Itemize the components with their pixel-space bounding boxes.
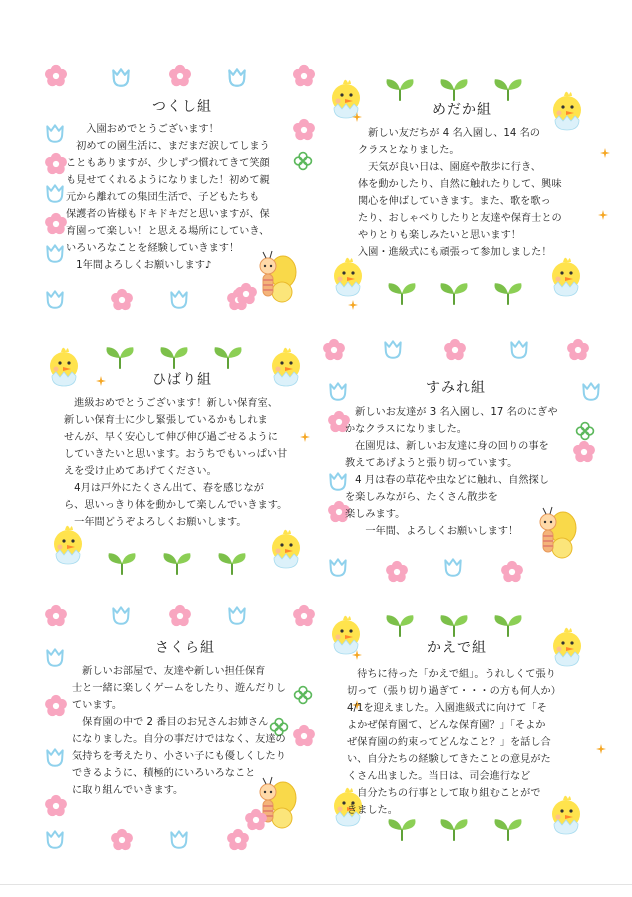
blue-tulip-icon (327, 380, 349, 402)
green-sprout-icon (437, 282, 471, 306)
body-line: に取り組んでいきます。 (72, 785, 184, 796)
panel-title: かえで組 (427, 640, 487, 656)
body-line: 4 月は春の草花や虫などに触れ、自然探し (345, 475, 549, 486)
body-line: 新しい友だちが 4 名入園し、14 名の (358, 128, 540, 139)
yellow-chick-icon (266, 340, 306, 388)
green-sprout-icon (437, 818, 471, 842)
green-sprout-icon (491, 818, 525, 842)
blue-tulip-icon (580, 380, 602, 402)
body-line: 切って（張り切り過ぎて・・・の方も何人か） (347, 686, 561, 697)
body-line: も見せてくれるようになりました！初めて親 (66, 175, 270, 186)
green-sprout-icon (215, 552, 249, 576)
body-line: 進級おめでとうございます！新しい保育室、 (64, 398, 278, 409)
body-line: いろいろなことを経験していきます！ (66, 243, 240, 254)
blue-tulip-icon (168, 288, 190, 310)
blue-tulip-icon (382, 338, 404, 360)
body-line: になりました。自分の事だけではなく、友達の (72, 734, 286, 745)
panel-body (72, 663, 322, 799)
body-line: 新しいお友達が 3 名入園し、17 名のにぎや (345, 407, 558, 418)
green-sprout-icon (211, 346, 245, 370)
panel-title: さくら組 (155, 640, 215, 656)
pink-flower-icon (500, 560, 524, 584)
pink-flower-icon (322, 338, 346, 362)
pink-flower-icon (168, 604, 192, 628)
yellow-chick-icon (326, 608, 366, 656)
blue-tulip-icon (44, 746, 66, 768)
pink-flower-icon (44, 212, 68, 236)
green-sprout-icon (383, 78, 417, 102)
body-line: せんが、早く安心して伸び伸び過ごせるように (64, 432, 278, 443)
green-sprout-icon (383, 614, 417, 638)
body-line: を楽しみながら、たくさん散歩を (345, 492, 498, 503)
pink-flower-icon (44, 694, 68, 718)
green-sprout-icon (160, 552, 194, 576)
body-line: きました。 (347, 805, 398, 816)
pink-flower-icon (44, 604, 68, 628)
panel-title: すみれ組 (426, 380, 486, 396)
body-line: ています。 (72, 700, 123, 711)
body-line: やりとりも楽しみたいと思います！ (358, 230, 521, 241)
green-sprout-icon (157, 346, 191, 370)
body-line: 待ちに待った「かえで組」。うれしくて張り (347, 669, 556, 680)
body-line: 一年間どうぞよろしくお願いします。 (64, 517, 247, 528)
panel-body (66, 121, 316, 274)
pink-flower-icon (44, 794, 68, 818)
body-line: たり、おしゃべりしたりと友達や保育士との (358, 213, 562, 224)
body-line: 4/1を迎えました。入園進級式に向けて「そ (347, 703, 547, 714)
blue-tulip-icon (44, 828, 66, 850)
green-sprout-icon (491, 282, 525, 306)
blue-tulip-icon (168, 828, 190, 850)
pink-flower-icon (234, 282, 258, 306)
green-sprout-icon (491, 614, 525, 638)
pink-flower-icon (443, 338, 467, 362)
body-line: こともありますが、少しずつ慣れてきて笑顔 (66, 158, 270, 169)
yellow-chick-icon (44, 340, 84, 388)
body-line: 楽しみます。 (345, 509, 406, 520)
body-line: 教えてあげようと張り切っています。 (345, 458, 518, 469)
blue-tulip-icon (508, 338, 530, 360)
pink-flower-icon (44, 64, 68, 88)
body-line: くさん出ました。当日は、司会進行など (347, 771, 531, 782)
page-bottom-rule (0, 884, 632, 885)
pink-flower-icon (244, 808, 268, 832)
body-line: 関心を伸ばしていきます。また、歌を歌っ (358, 196, 551, 207)
body-line: 在園児は、新しいお友達に身の回りの事を (345, 441, 549, 452)
blue-tulip-icon (110, 604, 132, 626)
panel-body (345, 404, 607, 540)
body-line: 新しいお部屋で、友達や新しい担任保育 (72, 666, 266, 677)
body-line: 入園おめでとうございます！ (66, 124, 219, 135)
panel-body (64, 395, 320, 531)
blue-tulip-icon (44, 646, 66, 668)
body-line: 体を動かしたり、自然に触れたりして、興味 (358, 179, 562, 190)
blue-tulip-icon (442, 556, 464, 578)
orange-sparkle-icon (352, 650, 362, 660)
body-line: できるように、積極的にいろいろなこと (72, 768, 256, 779)
body-line: ら、思いっきり体を動かして楽しんでいきます。 (64, 500, 288, 511)
panel-body (358, 125, 620, 261)
panel-body (347, 666, 609, 819)
body-line: クラスとなりました。 (358, 145, 460, 156)
body-line: 天気が良い日は、園庭や散歩に行き、 (358, 162, 541, 173)
blue-tulip-icon (44, 122, 66, 144)
green-sprout-icon (437, 614, 471, 638)
green-sprout-icon (103, 346, 137, 370)
blue-tulip-icon (226, 66, 248, 88)
body-line: 自分たちの行事として取り組むことがで (347, 788, 541, 799)
green-sprout-icon (385, 818, 419, 842)
pink-flower-icon (292, 64, 316, 88)
green-sprout-icon (105, 552, 139, 576)
body-line: えを受け止めてあげてください。 (64, 466, 217, 477)
pink-flower-icon (110, 828, 134, 852)
blue-tulip-icon (44, 182, 66, 204)
body-line: 入園・進級式にも頑張って参加しました！ (358, 247, 552, 258)
pink-flower-icon (168, 64, 192, 88)
blue-tulip-icon (327, 556, 349, 578)
green-sprout-icon (385, 282, 419, 306)
pink-flower-icon (292, 604, 316, 628)
pink-flower-icon (566, 338, 590, 362)
orange-sparkle-icon (352, 112, 362, 122)
blue-tulip-icon (226, 604, 248, 626)
pink-flower-icon (44, 152, 68, 176)
body-line: 保育園の中で 2 番目のお兄さんお姉さん (72, 717, 269, 728)
body-line: かなクラスになりました。 (345, 424, 467, 435)
body-line: 士と一緒に楽しくゲームをしたり、遊んだりし (72, 683, 286, 694)
green-sprout-icon (491, 78, 525, 102)
body-line: していきたいと思います。おうちでもいっぱい甘 (64, 449, 288, 460)
body-line: 1年間よろしくお願いします♪ (66, 260, 212, 271)
panel-title: めだか組 (432, 102, 492, 118)
body-line: 育園って楽しい！と思える場所にしていき、 (66, 226, 270, 237)
orange-sparkle-icon (96, 376, 106, 386)
panel-title: つくし組 (152, 99, 212, 115)
pink-flower-icon (385, 560, 409, 584)
yellow-chick-icon (547, 620, 587, 668)
pink-flower-icon (110, 288, 134, 312)
body-line: 4月は戸外にたくさん出て、春を感じなが (64, 483, 264, 494)
blue-tulip-icon (44, 242, 66, 264)
orange-sparkle-icon (348, 300, 358, 310)
blue-tulip-icon (110, 66, 132, 88)
body-line: 一年間、よろしくお願いします！ (345, 526, 519, 537)
body-line: ぜ保育園の約束ってどんなこと？」を話し合 (347, 737, 551, 748)
body-line: 保護者の皆様もドキドキだと思いますが、保 (66, 209, 270, 220)
body-line: 初めての園生活に、まだまだ涙してしまう (66, 141, 270, 152)
blue-tulip-icon (44, 288, 66, 310)
body-line: 新しい保育士に少し緊張しているかもしれま (64, 415, 268, 426)
panel-title: ひばり組 (152, 372, 212, 388)
body-line: よかぜ保育園て、どんな保育園？」「そよか (347, 720, 546, 731)
body-line: 気持ちを考えたり、小さい子にも優しくしたり (72, 751, 286, 762)
body-line: い、自分たちの経験してきたことの意見がた (347, 754, 551, 765)
body-line: 元から離れての集団生活で、子どもたちも (66, 192, 260, 203)
